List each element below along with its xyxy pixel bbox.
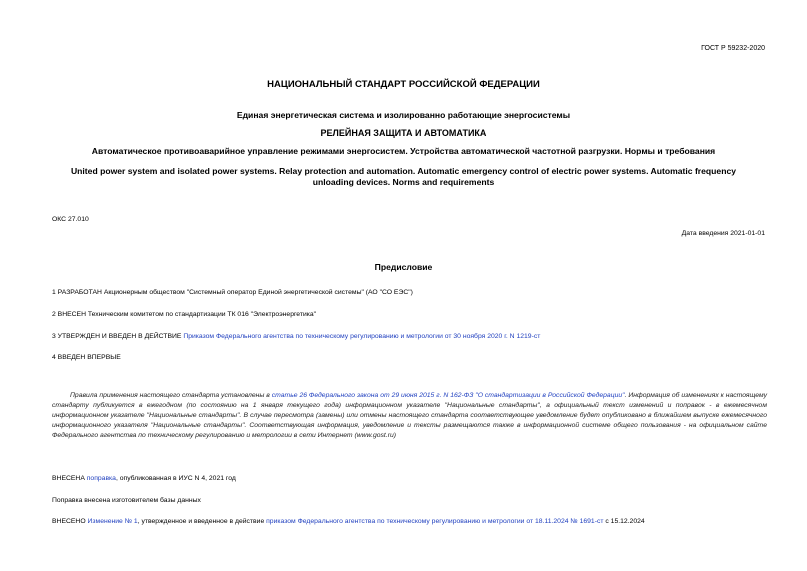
rules-text-end: . Информация об изменениях к настоящему стандарту публикуется в ежегодном (по состоянию на 1 января текущего года) информационном указателе "Национальные стандарты", а официальный текст изменений и поправок - в ежемесячном информационном указателе "Национальные стандарты". В случае пересмотра (замены) или отмены настоящего стандарта соответствующее уведомление будет опубликовано в ближайшем выпуске ежемесячного информационного указателя "Национальные стандарты". Соответствующая информация, уведомление и тексты размещаются также в информационной системе общего пользования - на официальном сайте Федерального агентства по техническому регулированию и метрологии в сети Интернет (www.gost.ru) (52, 392, 767, 439)
standard-code: ГОСТ Р 59232-2020 (701, 45, 765, 52)
change-note (52, 518, 645, 525)
document-title: НАЦИОНАЛЬНЫЙ СТАНДАРТ РОССИЙСКОЙ ФЕДЕРАЦИИ (267, 79, 540, 90)
oks-code: ОКС 27.010 (52, 216, 89, 223)
rules-text-start: Правила применения настоящего стандарта установлены в (70, 392, 272, 399)
order-link[interactable]: Приказом Федерального агентства по техническому регулированию и метрологии от 30 ноября 2020 г. N 1219-ст (183, 333, 541, 340)
subject-title-ru: Автоматическое противоаварийное управление режимами энергосистем. Устройства автоматической частотной разгрузки. Нормы и требования (91, 146, 716, 156)
application-rules-paragraph (52, 391, 767, 441)
relay-title: РЕЛЕЙНАЯ ЗАЩИТА И АВТОМАТИКА (320, 128, 487, 138)
preface-item-3-text: 3 УТВЕРЖДЕН И ВВЕДЕН В ДЕЙСТВИЕ (52, 333, 184, 340)
amendment-prefix: ВНЕСЕНА (52, 475, 87, 482)
federal-law-link[interactable]: статье 26 Федерального закона от 29 июня 2015 г. N 162-ФЗ "О стандартизации в Российской Федерации" (271, 392, 625, 399)
database-note: Поправка внесена изготовителем базы данных (52, 497, 201, 504)
preface-heading: Предисловие (374, 262, 433, 272)
change-order-link[interactable]: приказом Федерального агентства по техническому регулированию и метрологии от 18.11.2024 № 1691-ст (266, 518, 604, 525)
change-mid: , утвержденное и введенное в действие (137, 518, 267, 525)
change-prefix: ВНЕСЕНО (52, 518, 88, 525)
introduction-date: Дата введения 2021-01-01 (681, 230, 765, 237)
change-1-link[interactable]: Изменение № 1 (87, 518, 138, 525)
amendment-note (52, 475, 236, 482)
preface-item-1: 1 РАЗРАБОТАН Акционерным обществом "Системный оператор Единой энергетической системы" (АО "СО ЕЭС") (52, 289, 413, 296)
preface-item-4: 4 ВВЕДЕН ВПЕРВЫЕ (52, 354, 121, 361)
subject-title-en: United power system and isolated power systems. Relay protection and automation. Automatic emergency control of electric power systems. Automatic frequency unloading devices. Norms and requirements (70, 166, 737, 187)
preface-item-3 (52, 333, 540, 340)
amendment-link[interactable]: поправка (86, 475, 116, 482)
preface-item-2: 2 ВНЕСЕН Техническим комитетом по стандартизации ТК 016 "Электроэнергетика" (52, 311, 317, 318)
amendment-suffix: , опубликованная в ИУС N 4, 2021 год (115, 475, 236, 482)
change-suffix: с 15.12.2024 (603, 518, 645, 525)
system-title: Единая энергетическая система и изолированно работающие энергосистемы (236, 110, 571, 120)
